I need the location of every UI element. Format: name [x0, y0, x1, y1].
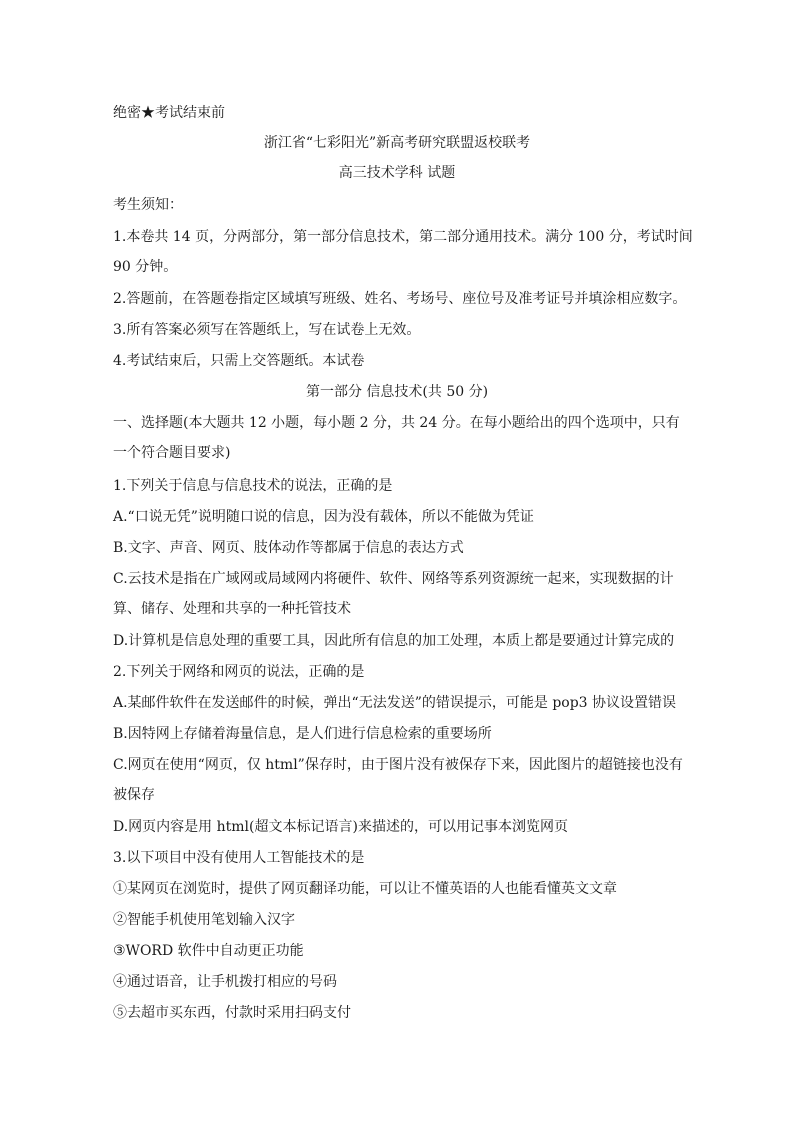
question-1-option-a: A.“口说无凭”说明随口说的信息，因为没有载体，所以不能做为凭证 [113, 509, 534, 525]
question-1-option-d: D.计算机是信息处理的重要工具，因此所有信息的加工处理，本质上都是要通过计算完成的 [113, 633, 675, 649]
question-3-item-3: ③WORD 软件中自动更正功能 [113, 943, 304, 959]
exam-title: 浙江省“七彩阳光”新高考研究联盟返校联考 [263, 135, 531, 151]
question-1-option-c: C.云技术是指在广域网或局域网内将硬件、软件、网络等系列资源统一起来，实现数据的计算、储存、处理和共享的一种托管技术 [113, 571, 674, 617]
question-3-stem: 3.以下项目中没有使用人工智能技术的是 [113, 850, 365, 866]
notice-item-1: 1.本卷共 14 页，分两部分，第一部分信息技术，第二部分通用技术。满分 100 分，考试时间 90 分钟。 [113, 229, 693, 275]
notice-item-4: 4.考试结束后，只需上交答题纸。本试卷 [113, 353, 365, 369]
subject-title: 高三技术学科 试题 [338, 165, 456, 181]
question-3-item-2: ②智能手机使用笔划输入汉字 [113, 912, 295, 928]
question-2-option-d: D.网页内容是用 html(超文本标记语言)来描述的，可以用记事本浏览网页 [113, 819, 568, 835]
question-2-option-c: C.网页在使用“网页，仅 html”保存时，由于图片没有被保存下来，因此图片的超链接也没有被保存 [113, 757, 683, 803]
question-1-option-b: B.文字、声音、网页、肢体动作等都属于信息的表达方式 [113, 540, 464, 556]
section-heading: 一、选择题(本大题共 12 小题，每小题 2 分，共 24 分。在每小题给出的四个选项中，只有一个符合题目要求) [113, 415, 680, 461]
question-2-option-b: B.因特网上存储着海量信息，是人们进行信息检索的重要场所 [113, 726, 492, 742]
notice-item-3: 3.所有答案必须写在答题纸上，写在试卷上无效。 [113, 322, 421, 338]
question-3-item-4: ④通过语音，让手机拨打相应的号码 [113, 974, 337, 990]
question-2-stem: 2.下列关于网络和网页的说法，正确的是 [113, 664, 365, 680]
notice-heading: 考生须知： [113, 197, 183, 213]
question-3-item-5: ⑤去超市买东西，付款时采用扫码支付 [113, 1005, 351, 1021]
part1-title: 第一部分 信息技术(共 50 分) [305, 384, 489, 400]
secret-label: 绝密★考试结束前 [113, 105, 225, 121]
notice-item-2: 2.答题前，在答题卷指定区域填写班级、姓名、考场号、座位号及准考证号并填涂相应数字。 [113, 291, 687, 307]
question-2-option-a: A.某邮件软件在发送邮件的时候，弹出“无法发送”的错误提示，可能是 pop3 协议设置错误 [113, 695, 677, 711]
question-1-stem: 1.下列关于信息与信息技术的说法，正确的是 [113, 478, 393, 494]
question-3-item-1: ①某网页在浏览时，提供了网页翻译功能，可以让不懂英语的人也能看懂英文文章 [113, 881, 617, 897]
